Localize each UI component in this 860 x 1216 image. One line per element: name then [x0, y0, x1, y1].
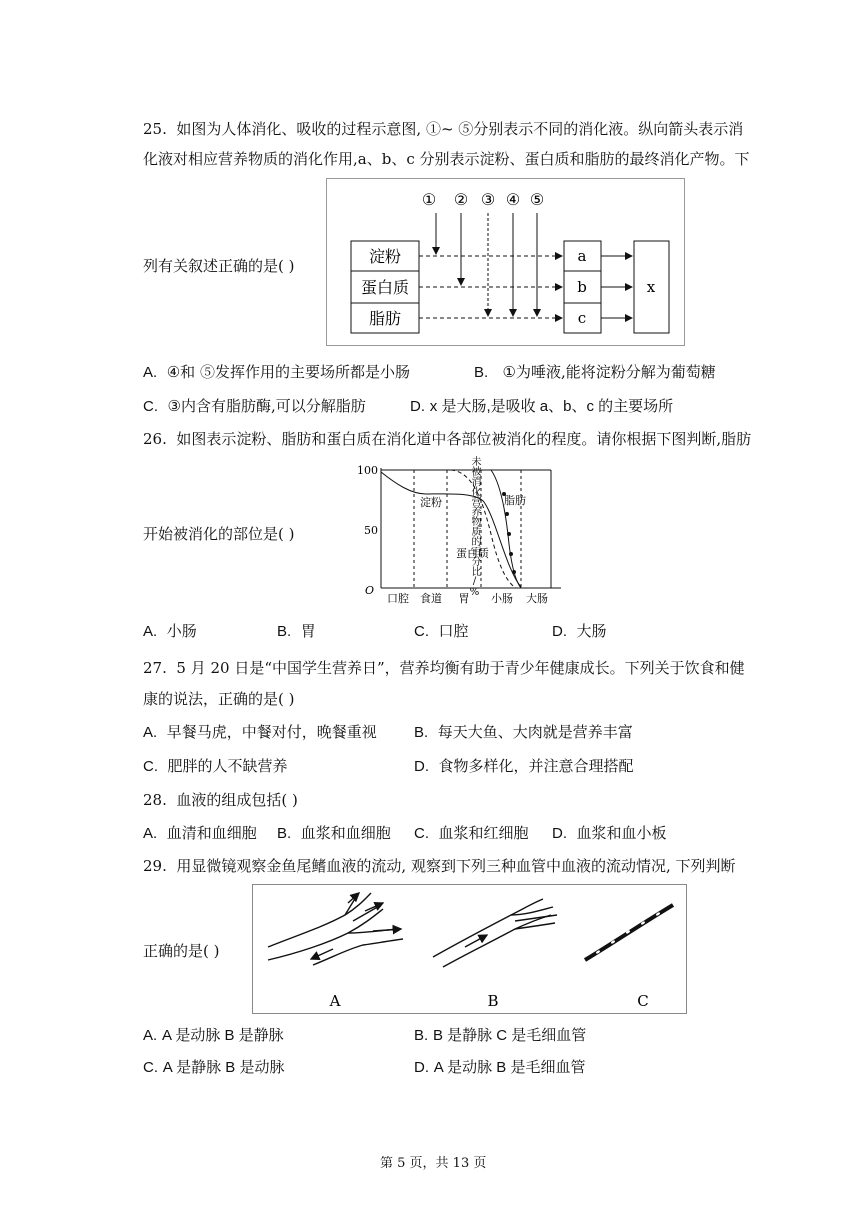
q26-option-c[interactable]: C. 口腔	[414, 622, 469, 640]
q27-option-a[interactable]: A. 早餐马虎，中餐对付，晚餐重视	[143, 723, 377, 741]
q27-option-c[interactable]: C. 肥胖的人不缺营养	[143, 757, 288, 775]
vessel-label-a: A	[329, 992, 341, 1010]
q29-option-d[interactable]: D. A 是动脉 B 是毛细血管	[414, 1059, 586, 1076]
q27-stem-1: 5 月 20 日是“中国学生营养日”，营养均衡有助于青少年健康成长。下列关于饮食和健	[176, 659, 745, 677]
q26-option-b[interactable]: B. 胃	[277, 622, 316, 640]
q28-stem-1: 血液的组成包括( )	[176, 791, 298, 809]
q26-number: 26.	[143, 430, 167, 448]
q28-line1	[143, 789, 298, 810]
label-final-x: x	[646, 278, 656, 296]
label-starch: 淀粉	[368, 247, 402, 266]
x-tick-small-intestine: 小肠	[491, 592, 513, 605]
q27-option-d[interactable]: D. 食物多样化，并注意合理搭配	[414, 757, 634, 775]
label-protein: 蛋白质	[360, 278, 410, 297]
vessel-label-c: C	[637, 992, 649, 1010]
q25-option-a[interactable]: A. ④和 ⑤发挥作用的主要场所都是小肠	[143, 363, 410, 381]
q26-stem-1: 如图表示淀粉、脂肪和蛋白质在消化道中各部位被消化的程度。请你根据下图判断,脂肪	[176, 430, 752, 448]
q27-option-b[interactable]: B. 每天大鱼、大肉就是营养丰富	[414, 723, 633, 741]
q25-stem-1: 如图为人体消化、吸收的过程示意图, ①~ ⑤分别表示不同的消化液。纵向箭头表示消	[176, 120, 744, 138]
origin-label: O	[364, 584, 374, 597]
q29-stem-2: 正确的是( )	[143, 942, 220, 960]
vessel-label-b: B	[487, 992, 499, 1010]
label-fat: 脂肪	[368, 309, 402, 328]
x-tick-esophagus: 食道	[420, 592, 442, 605]
q25-option-c[interactable]: C. ③内含有脂肪酶,可以分解脂肪	[143, 397, 366, 415]
label-product-a: a	[577, 247, 587, 265]
x-tick-large-intestine: 大肠	[526, 592, 548, 605]
q28-number: 28.	[143, 791, 167, 809]
label-product-c: c	[577, 309, 587, 327]
label-digestive-juice-1: ①	[421, 190, 437, 209]
label-digestive-juice-3: ③	[480, 190, 496, 209]
x-tick-stomach: 胃	[458, 592, 470, 605]
q28-option-b[interactable]: B. 血浆和血细胞	[277, 824, 391, 842]
q26-option-d[interactable]: D. 大肠	[552, 622, 607, 640]
curve-label-protein: 蛋白质	[456, 547, 489, 560]
x-tick-mouth: 口腔	[387, 592, 409, 605]
q25-option-d[interactable]: D. x 是大肠,是吸收 a、b、c 的主要场所	[410, 398, 674, 415]
label-digestive-juice-2: ②	[453, 190, 469, 209]
label-product-b: b	[577, 278, 587, 296]
q27-number: 27.	[143, 659, 167, 677]
q29-option-b[interactable]: B. B 是静脉 C 是毛细血管	[414, 1027, 587, 1044]
q25-digestion-figure	[326, 178, 685, 346]
y-tick-50: 50	[364, 524, 378, 537]
label-digestive-juice-4: ④	[505, 190, 521, 209]
q27-line1	[143, 657, 745, 678]
q25-line1	[143, 118, 743, 139]
q29-number: 29.	[143, 857, 167, 875]
q26-line1	[143, 428, 751, 449]
q25-stem-2: 化液对相应营养物质的消化作用,a、b、c 分别表示淀粉、蛋白质和脂肪的最终消化产物。下	[143, 150, 750, 168]
q27-stem-2: 康的说法，正确的是( )	[143, 690, 295, 708]
q29-stem-1: 用显微镜观察金鱼尾鳍血液的流动, 观察到下列三种血管中血液的流动情况, 下列判断	[176, 857, 736, 875]
q25-option-b[interactable]: B. ①为唾液,能将淀粉分解为葡萄糖	[474, 363, 716, 381]
q29-option-c[interactable]: C. A 是静脉 B 是动脉	[143, 1059, 285, 1076]
q28-option-d[interactable]: D. 血浆和血小板	[552, 824, 667, 842]
q26-option-a[interactable]: A. 小肠	[143, 622, 197, 640]
q29-vessel-figure	[252, 884, 687, 1014]
chart-ylabel: 未被消化营养物质的百分比/%	[338, 456, 480, 467]
q29-line1	[143, 855, 735, 876]
page-footer: 第 5 页，共 13 页	[380, 1156, 487, 1171]
q28-option-a[interactable]: A. 血清和血细胞	[143, 824, 257, 842]
q25-stem-3: 列有关叙述正确的是( )	[143, 257, 295, 275]
label-digestive-juice-5: ⑤	[529, 190, 545, 209]
q26-stem-2: 开始被消化的部位是( )	[143, 525, 295, 543]
q28-option-c[interactable]: C. 血浆和红细胞	[414, 824, 529, 842]
q26-digestion-chart	[326, 454, 566, 606]
q29-option-a[interactable]: A. A 是动脉 B 是静脉	[143, 1027, 284, 1044]
curve-label-starch: 淀粉	[420, 496, 442, 509]
curve-label-fat: 脂肪	[504, 494, 526, 507]
q25-number: 25.	[143, 120, 167, 138]
y-tick-100: 100	[357, 464, 378, 477]
